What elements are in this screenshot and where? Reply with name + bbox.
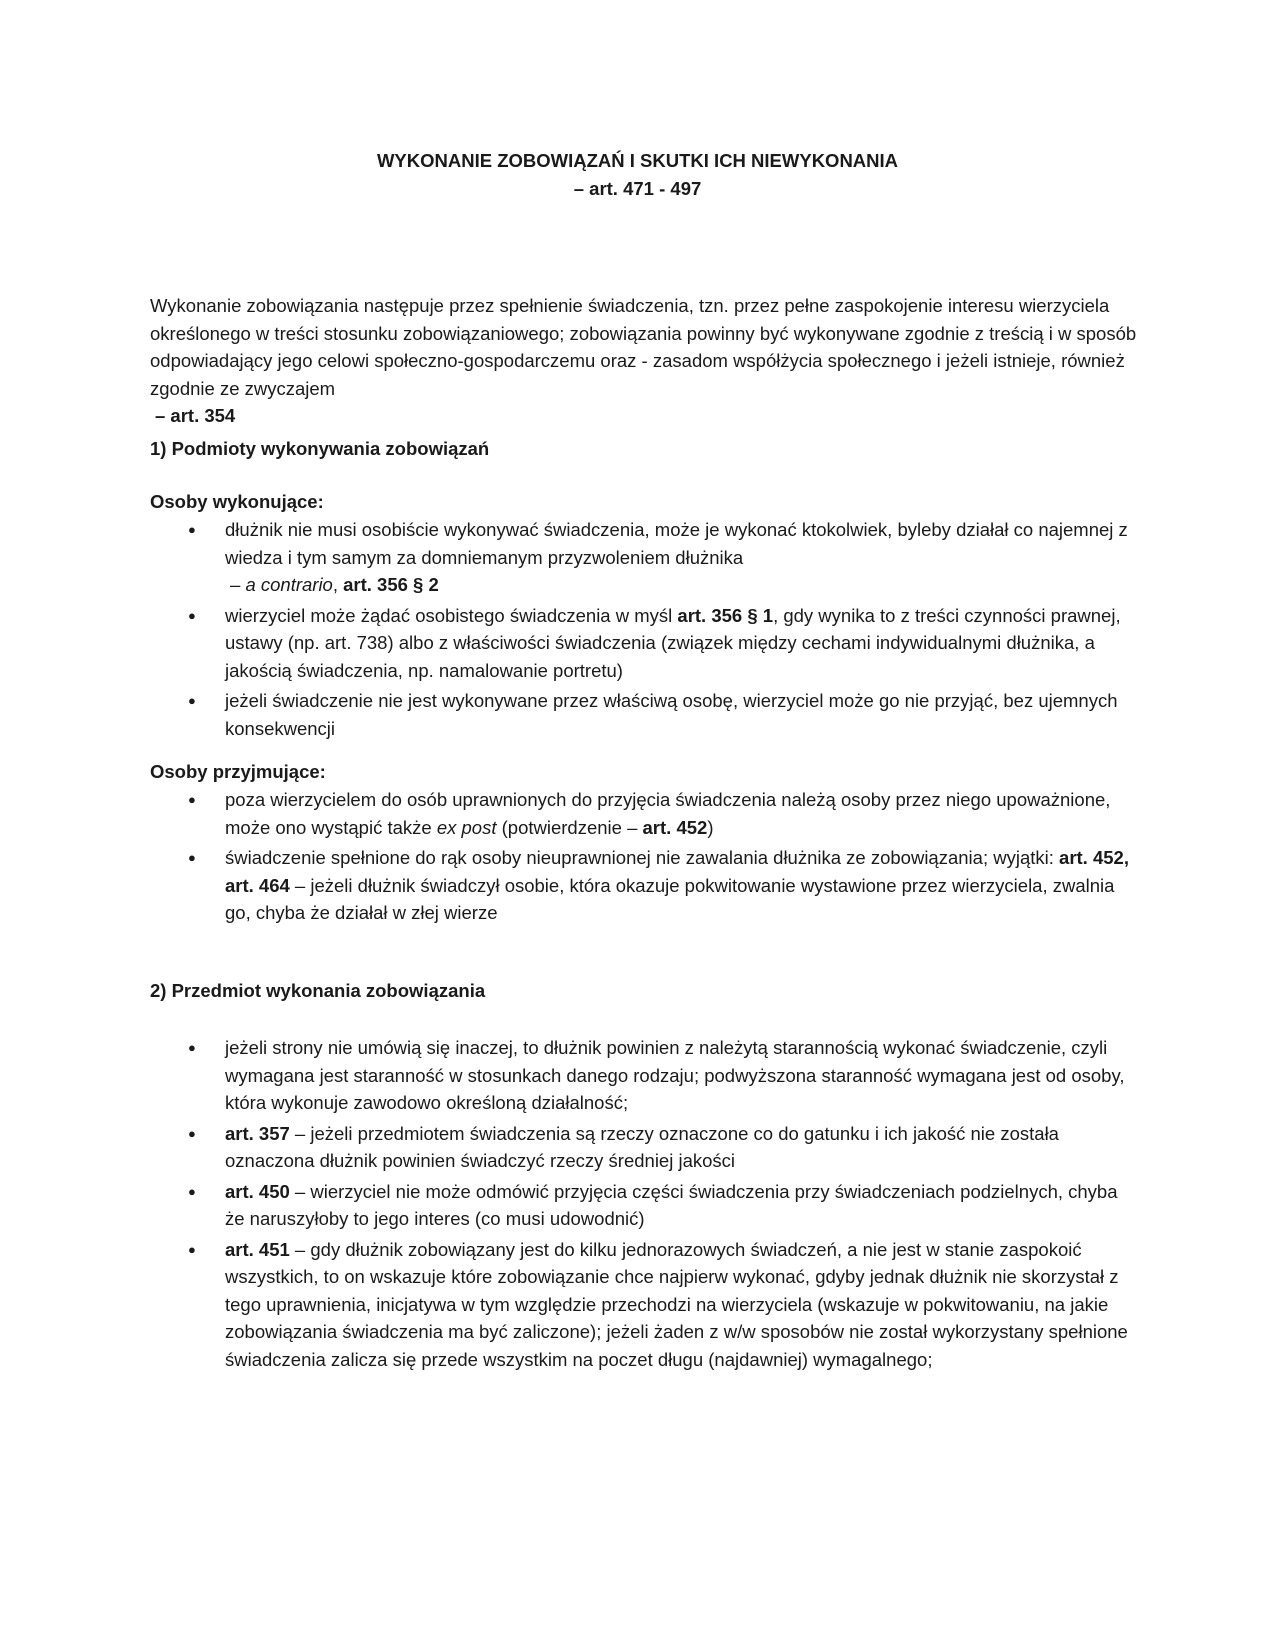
intro-reference: – art. 354 bbox=[155, 405, 236, 426]
list-item-text: dłużnik nie musi osobiście wykonywać świadczenia, może je wykonać ktokolwiek, byleby działał co najemnej z wiedza i tym samym za domniemanym przyzwoleniem dłużnika bbox=[225, 519, 1128, 568]
list-item-text: jeżeli strony nie umówią się inaczej, to dłużnik powinien z należytą starannością wykonać świadczenie, czyli wymagana jest staranność w stosunkach danego rodzaju; podwyższona staranność wymagana jest od osoby, która wykonuje zawodowo określoną działalność; bbox=[225, 1037, 1125, 1113]
performers-list bbox=[150, 516, 1140, 745]
list-item-text: wierzyciel może żądać osobistego świadczenia w myśl bbox=[225, 604, 678, 626]
list-item-text-cont: ) bbox=[707, 816, 714, 838]
list-item-article: art. 452, art. 464 bbox=[225, 847, 1129, 896]
list-item-article: art. 452 bbox=[642, 816, 708, 838]
title-line-2: – art. 471 - 497 bbox=[573, 178, 702, 199]
intro-paragraph bbox=[150, 292, 1140, 430]
list-item bbox=[150, 844, 1140, 927]
list-item-text: poza wierzycielem do osób uprawnionych do przyjęcia świadczenia należą osoby przez niego upoważnione, może ono wystąpić także bbox=[225, 789, 1111, 838]
list-item bbox=[150, 786, 1140, 841]
list-item bbox=[150, 516, 1140, 599]
intro-text: Wykonanie zobowiązania następuje przez spełnienie świadczenia, tzn. przez pełne zaspokojenie interesu wierzyciela określonego w treści stosunku zobowiązaniowego; zobowiązania powinny być wykonywane zgodnie z treścią i w sposób odpowiadający jego celowi społeczno-gospodarczemu oraz - zasadom współżycia społecznego i jeżeli istnieje, również zgodnie ze zwyczajem bbox=[150, 295, 1137, 399]
section-2-heading: 2) Przedmiot wykonania zobowiązania bbox=[150, 980, 486, 1001]
list-item-text: świadczenie spełnione do rąk osoby nieuprawnionej nie zawalania dłużnika ze zobowiązania; wyjątki: bbox=[225, 847, 1060, 868]
list-item-reference bbox=[225, 571, 1140, 599]
subsection-receivers-heading: Osoby przyjmujące: bbox=[150, 761, 326, 782]
section-1-heading: 1) Podmioty wykonywania zobowiązań bbox=[150, 438, 490, 459]
list-item-text: – wierzyciel nie może odmówić przyjęcia części świadczenia przy świadczeniach podzielnych, chyba że naruszyłoby to jego interes (co musi udowodnić) bbox=[225, 1180, 1118, 1229]
subsection-performers-heading: Osoby wykonujące: bbox=[150, 491, 324, 512]
list-item-text-cont: – jeżeli dłużnik świadczył osobie, która okazuje pokwitowanie wystawione przez wierzyciela, zwalnia go, chyba że działał w złej wierze bbox=[225, 874, 1115, 923]
list-item bbox=[150, 1034, 1140, 1117]
subject-list bbox=[150, 1034, 1140, 1376]
list-item bbox=[150, 1120, 1140, 1175]
list-item-text-mid: (potwierdzenie – bbox=[496, 816, 643, 838]
list-item bbox=[150, 1178, 1140, 1233]
document-title bbox=[0, 147, 1275, 203]
list-item-article: art. 356 § 1 bbox=[677, 604, 774, 626]
list-item-text: – gdy dłużnik zobowiązany jest do kilku jednorazowych świadczeń, a nie jest w stanie zaspokoić wszystkich, to on wskazuje które zobowiązanie chce najpierw wykonać, gdyby jednak dłużnik nie skorzystał z tego uprawnienia, inicjatywa w tym względzie przechodzi na wierzyciela (wskazuje w pokwitowaniu, na jakie zobowiązania świadczenia ma być zaliczone); jeżeli żaden z w/w sposobów nie został wykorzystany spełnione świadczenia zalicza się przede wszystkim na poczet długu (najdawniej) wymagalnego; bbox=[225, 1238, 1128, 1370]
list-item-text-cont: , gdy wynika to z treści czynności prawnej, ustawy (np. art. 738) albo z właściwości świadczenia (związek między cechami indywidualnymi dłużnika, a jakością świadczenia, np. namalowanie portretu) bbox=[225, 604, 1121, 681]
list-item-article: art. 451 bbox=[225, 1238, 290, 1260]
list-item-text: jeżeli świadczenie nie jest wykonywane przez właściwą osobę, wierzyciel może go nie przyjąć, bez ujemnych konsekwencji bbox=[225, 690, 1118, 739]
ref-prefix: – bbox=[230, 574, 246, 595]
list-item-article: art. 357 bbox=[225, 1122, 290, 1144]
list-item-italic: ex post bbox=[436, 816, 497, 838]
list-item bbox=[150, 687, 1140, 742]
ref-article: art. 356 § 2 bbox=[343, 574, 439, 595]
ref-italic: a contrario bbox=[245, 574, 333, 595]
list-item bbox=[150, 602, 1140, 685]
list-item bbox=[150, 1236, 1140, 1374]
list-item-text: – jeżeli przedmiotem świadczenia są rzeczy oznaczone co do gatunku i ich jakość nie została oznaczona dłużnik powinien świadczyć rzeczy średniej jakości bbox=[225, 1122, 1059, 1171]
receivers-list bbox=[150, 786, 1140, 930]
title-line-1: WYKONANIE ZOBOWIĄZAŃ I SKUTKI ICH NIEWYKONANIA bbox=[376, 150, 899, 171]
list-item-article: art. 450 bbox=[225, 1180, 290, 1202]
ref-separator: , bbox=[332, 574, 344, 595]
